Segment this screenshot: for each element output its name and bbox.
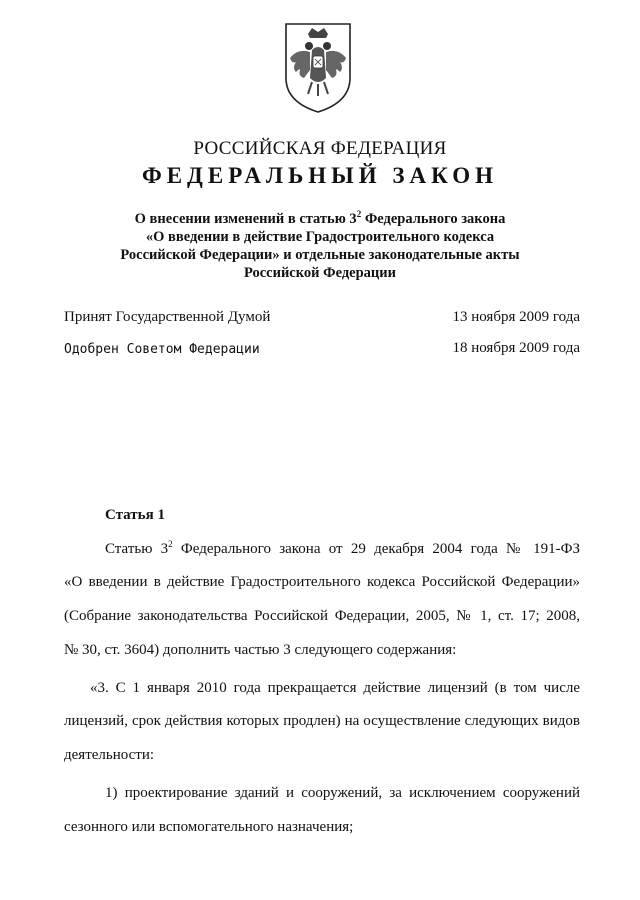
article-paragraph-line: сезонного или вспомогательного назначения; — [64, 819, 354, 835]
coat-of-arms-emblem — [282, 20, 354, 116]
duma-date: 13 ноября 2009 года — [452, 309, 580, 325]
article-heading: Статья 1 — [105, 507, 165, 523]
duma-label: Принят Государственной Думой — [64, 309, 271, 325]
subject-line-2: «О введении в действие Градостроительного кодекса — [145, 229, 495, 245]
law-title: ФЕДЕРАЛЬНЫЙ ЗАКОН — [141, 163, 499, 188]
article-paragraph-line: Статью $3^2$ Федерального закона от 29 декабря 2004 года № 191-ФЗ — [105, 539, 580, 557]
law-subject — [0, 210, 640, 282]
subject-line-1: О внесении изменений в статью $3^2$ Федерального закона — [134, 209, 506, 227]
article-paragraph-line: деятельности: — [64, 747, 155, 763]
article-paragraph-line: № 30, ст. 3604) дополнить частью 3 следующего содержания: — [64, 642, 457, 658]
council-label: Одобрен Советом Федерации — [64, 342, 260, 357]
article-paragraph-line: «3. С 1 января 2010 года прекращается действие лицензий (в том числе — [90, 680, 580, 696]
adoption-council-row — [64, 340, 580, 360]
article-paragraph-line: «О введении в действие Градостроительного кодекса Российской Федерации» — [64, 574, 580, 590]
article-paragraph-line: (Собрание законодательства Российской Федерации, 2005, № 1, ст. 17; 2008, — [64, 608, 580, 624]
council-date: 18 ноября 2009 года — [452, 340, 580, 356]
adoption-duma-row — [64, 309, 580, 329]
subject-line-3: Российской Федерации» и отдельные законодательные акты — [120, 247, 520, 263]
article-paragraph-line: лицензий, срок действия которых продлен) на осуществление следующих видов — [64, 713, 580, 729]
subject-line-4: Российской Федерации — [243, 265, 396, 281]
country-name: РОССИЙСКАЯ ФЕДЕРАЦИЯ — [193, 138, 447, 159]
article-paragraph-line: 1) проектирование зданий и сооружений, за исключением сооружений — [105, 785, 580, 801]
